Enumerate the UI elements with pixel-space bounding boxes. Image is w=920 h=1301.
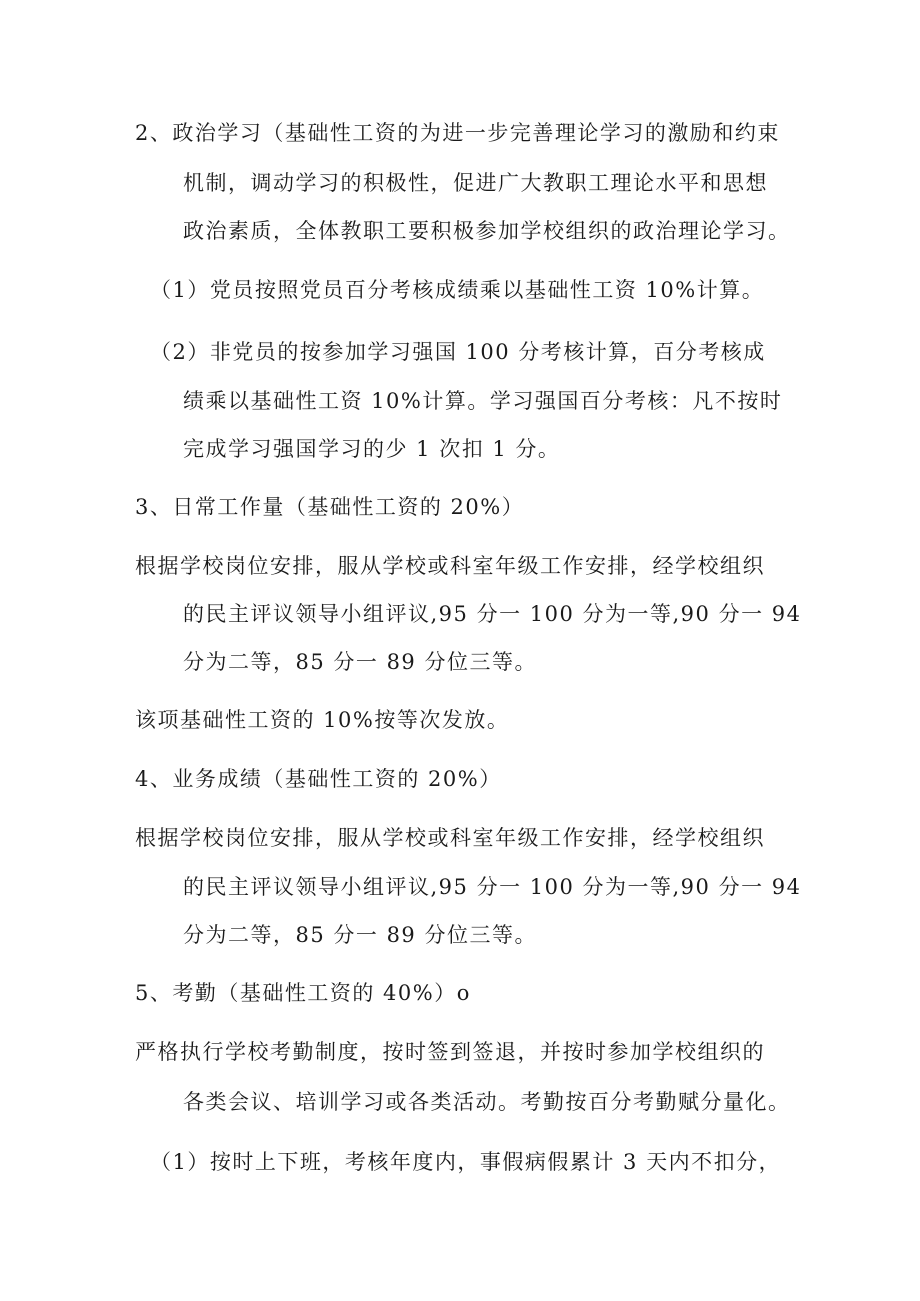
section-5-heading: 5、考勤（基础性工资的 40%）o <box>135 981 471 1005</box>
section-3-text-line: 的民主评议领导小组评议,95 分一 100 分为一等,90 分一 94 <box>183 602 802 626</box>
section-2-heading: 2、政治学习（基础性工资的为进一步完善理论学习的激励和约束 <box>135 121 780 145</box>
section-2-item-2-text-line: 完成学习强国学习的少 1 次扣 1 分。 <box>183 437 561 461</box>
section-3-note: 该项基础性工资的 10%按等次发放。 <box>135 708 510 732</box>
section-4-text-line: 的民主评议领导小组评议,95 分一 100 分为一等,90 分一 94 <box>183 875 802 899</box>
section-3-heading: 3、日常工作量（基础性工资的 20%） <box>135 495 525 519</box>
section-2-item-2-text-line: 绩乘以基础性工资 10%计算。学习强国百分考核：凡不按时 <box>183 389 783 413</box>
section-3-paragraph: 根据学校岗位安排，服从学校或科室年级工作安排，经学校组织 <box>135 554 765 578</box>
section-5-text-line: 各类会议、培训学习或各类活动。考勤按百分考勤赋分量化。 <box>183 1090 791 1114</box>
section-2-text-line: 机制，调动学习的积极性，促进广大教职工理论水平和思想 <box>183 171 768 195</box>
section-4-paragraph: 根据学校岗位安排，服从学校或科室年级工作安排，经学校组织 <box>135 826 765 850</box>
section-4-heading: 4、业务成绩（基础性工资的 20%） <box>135 767 502 791</box>
section-4-text-line: 分为二等，85 分一 89 分位三等。 <box>183 923 537 947</box>
section-3-text-line: 分为二等，85 分一 89 分位三等。 <box>183 650 537 674</box>
section-2-item-1: （1）党员按照党员百分考核成绩乘以基础性工资 10%计算。 <box>150 278 765 302</box>
section-5-paragraph: 严格执行学校考勤制度，按时签到签退，并按时参加学校组织的 <box>135 1040 765 1064</box>
section-5-item-1: （1）按时上下班，考核年度内，事假病假累计 3 天内不扣分， <box>150 1150 782 1174</box>
section-2-text-line: 政治素质，全体教职工要积极参加学校组织的政治理论学习。 <box>183 219 791 243</box>
section-2-item-2: （2）非党员的按参加学习强国 100 分考核计算，百分考核成 <box>150 340 766 364</box>
